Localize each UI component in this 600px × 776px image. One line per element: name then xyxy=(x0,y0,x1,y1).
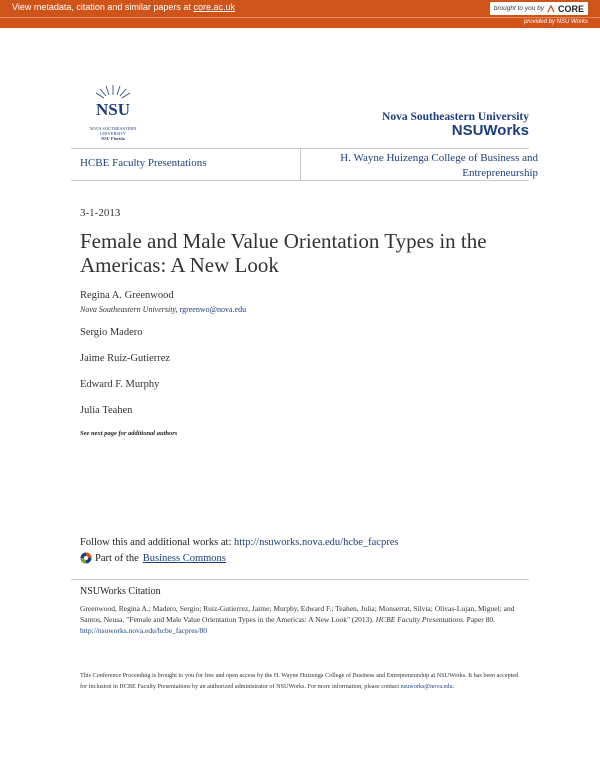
citation-paper-no: . Paper 80. xyxy=(462,615,495,624)
nsu-logo-mark: NSU xyxy=(95,100,131,119)
author-2: Sergio Madero xyxy=(80,327,143,338)
logo-caption-2: UNIVERSITY xyxy=(99,131,127,136)
author-1: Regina A. Greenwood xyxy=(80,290,174,301)
core-metadata-text xyxy=(12,2,235,12)
affiliation-name: Nova Southeastern University xyxy=(80,305,176,314)
logo-caption-3: NSU Florida xyxy=(101,136,125,141)
part-of-label: Part of the xyxy=(95,552,139,564)
follow-label: Follow this and additional works at: xyxy=(80,537,234,548)
paper-title: Female and Male Value Orientation Types in the Americas: A New Look xyxy=(80,229,487,277)
nsu-sun-icon xyxy=(80,83,146,127)
header-divider-bottom xyxy=(71,180,529,181)
core-brand: CORE xyxy=(557,3,584,14)
brought-by-text: brought to you by xyxy=(493,5,544,12)
author-affiliation: Nova Southeastern University, rgreenwo@nova.edu xyxy=(80,305,247,314)
citation-series: HCBE Faculty Presentations xyxy=(375,615,463,624)
citation-url-link[interactable]: http://nsuworks.nova.edu/hcbe_facpres/80 xyxy=(80,626,208,635)
core-brought-badge[interactable] xyxy=(490,2,588,15)
college-link[interactable]: H. Wayne Huizenga College of Business and Entrepreneurship xyxy=(340,152,538,179)
author-5: Julia Teahen xyxy=(80,405,133,416)
commons-network-icon xyxy=(80,552,92,564)
logo-caption-1: NOVA SOUTHEASTERN xyxy=(89,126,137,131)
university-name[interactable]: Nova Southeastern University xyxy=(382,111,529,123)
footnote-end: . xyxy=(452,682,455,690)
citation-divider xyxy=(71,579,529,580)
follow-line xyxy=(80,537,398,548)
citation-body: Greenwood, Regina A.; Madero, Sergio; Ruiz-Gutierrez, Jaime; Murphy, Edward F.; Teahen, Julia; Monserrat, Silvia; Olivas-Lujan, Miguel; and Santos, Neusa, "Female and Male Value Orientation Types in the Americas: A New Look" (2013). xyxy=(80,604,515,624)
affiliation-email-link[interactable]: rgreenwo@nova.edu xyxy=(179,305,247,314)
follow-url-link[interactable]: http://nsuworks.nova.edu/hcbe_facpres xyxy=(234,537,399,548)
author-3: Jaime Ruiz-Gutierrez xyxy=(80,353,171,364)
provided-by-bar xyxy=(0,17,600,28)
author-4: Edward F. Murphy xyxy=(80,379,160,390)
header-divider-vertical xyxy=(300,148,301,180)
core-banner xyxy=(0,0,600,17)
contact-email-link[interactable]: nsuworks@nova.edu xyxy=(400,682,453,690)
additional-authors-note: See next page for additional authors xyxy=(80,430,178,437)
footnote-text: This Conference Proceeding is brought to you for free and open access by the H. Wayne Huizenga College of Business and Entrepreneurship at NSUWorks. It has been accepted for inclusion in HCBE Faculty Presentations by an authorized administrator of NSUWorks. For more information, please contact xyxy=(80,672,519,690)
publication-date: 3-1-2013 xyxy=(80,207,121,219)
repository-name[interactable]: NSUWorks xyxy=(451,122,529,139)
citation-heading: NSUWorks Citation xyxy=(80,586,161,597)
provided-by-text: provided by NSU Works xyxy=(523,19,588,25)
citation-text xyxy=(80,603,525,636)
core-link-prefix: View metadata, citation and similar papers at xyxy=(12,2,194,12)
series-link[interactable]: HCBE Faculty Presentations xyxy=(80,157,207,169)
business-commons-link[interactable]: Business Commons xyxy=(142,552,226,564)
access-footnote xyxy=(80,671,525,692)
part-of-line xyxy=(80,552,226,564)
core-logo-icon xyxy=(547,5,555,13)
core-link[interactable]: core.ac.uk xyxy=(193,2,235,12)
